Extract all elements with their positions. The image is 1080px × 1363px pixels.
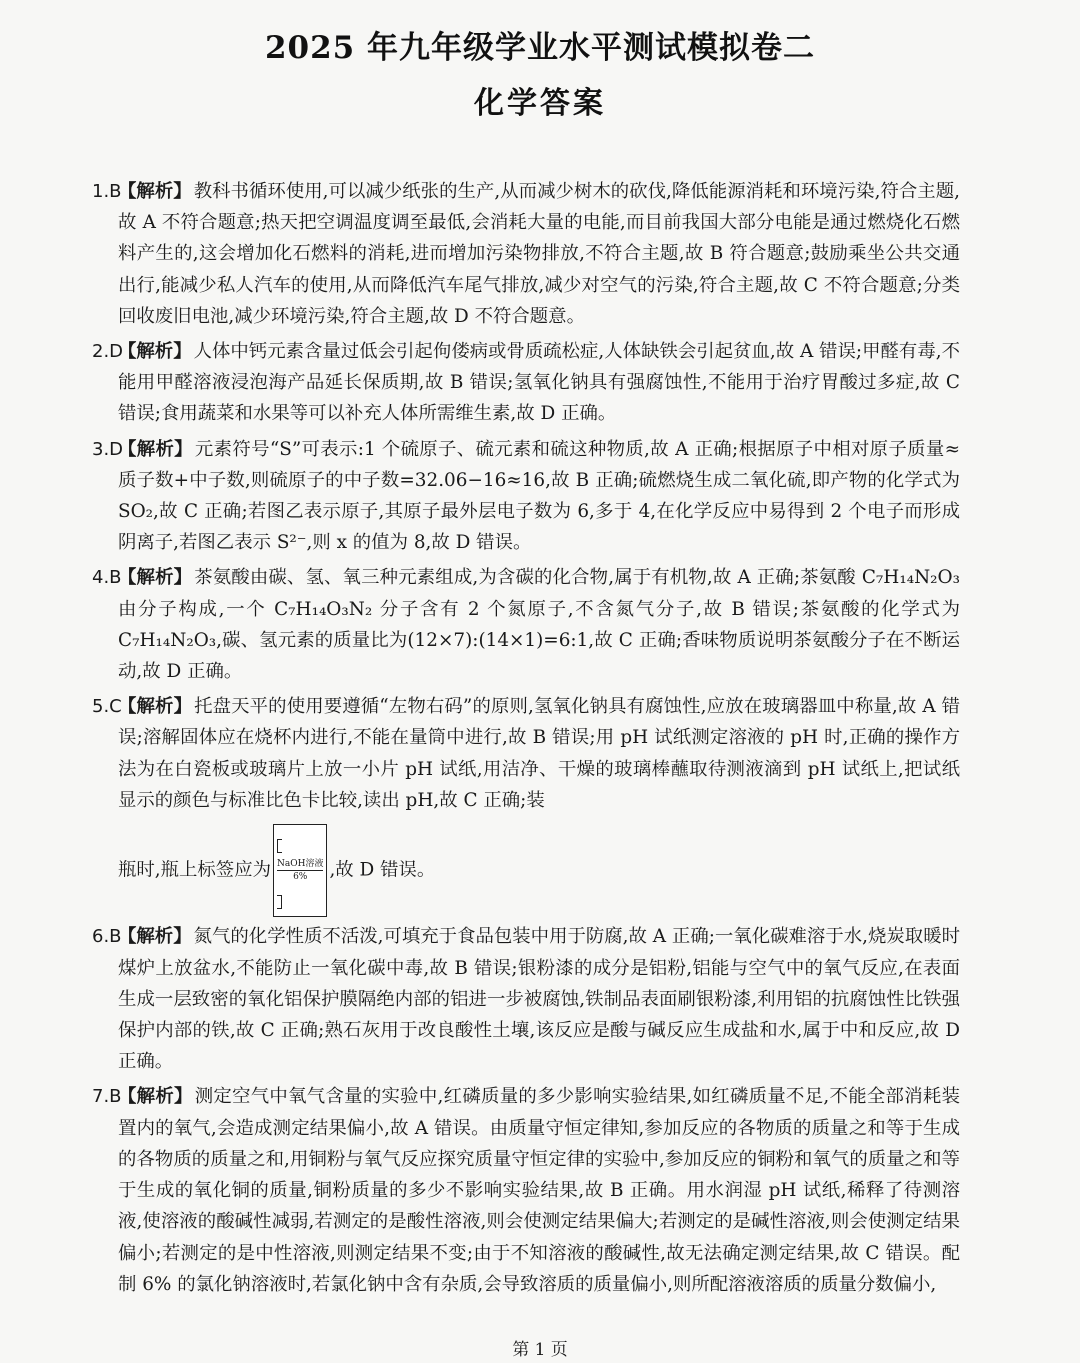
answer-text: 测定空气中氧气含量的实验中,红磷质量的多少影响实验结果,如红磷质量不足,不能全部消耗装置内的氧气,会造成测定结果偏小,故 A 错误。由质量守恒定律知,参加反应的各物质的质量之和等于生成的各物质的质量之和,用铜粉与氧气反应探究质量守恒定律的实验中,参加反应的铜粉和氧气的质量之和等于生成的氧化铜的质量,铜粉质量的多少不影响实验结果,故 B 正确。用水润湿 pH 试纸,稀释了待测溶液,使溶液的酸碱性减弱,若测定的是酸性溶液,则会使测定结果偏大;若测定的是碱性溶液,则会使测定结果偏小;若测定的是中性溶液,则测定结果不变;由于不知溶液的酸碱性,故无法确定测定结果,故 C 错误。配制 6% 的氯化钠溶液时,若氯化钠中含有杂质,会导致溶质的质量偏小,则所配溶液溶质的质量分数偏小, xyxy=(118,1086,960,1295)
answer-item-5 xyxy=(92,691,960,917)
answer-text: 托盘天平的使用要遵循“左物右码”的原则,氢氧化钠具有腐蚀性,应放在玻璃器皿中称量,故 A 错误;溶解固体应在烧杯内进行,不能在量筒中进行,故 B 错误;用 pH 试纸测定溶液的 pH 时,正确的操作方法为在白瓷板或玻璃片上放一小片 pH 试纸,用洁净、干燥的玻璃棒蘸取待测液滴到 pH 试纸上,把试纸显示的颜色与标准比色卡比较,读出 pH,故 C 正确;装 xyxy=(118,696,960,811)
answer-text: 氮气的化学性质不活泼,可填充于食品包装中用于防腐,故 A 正确;一氧化碳难溶于水,烧炭取暖时煤炉上放盆水,不能防止一氧化碳中毒,故 B 错误;银粉漆的成分是铝粉,铝能与空气中的氧气反应,在表面生成一层致密的氧化铝保护膜隔绝内部的铝进一步被腐蚀,铁制品表面刷银粉漆,利用铝的抗腐蚀性比铁强保护内部的铁,故 C 正确;熟石灰用于改良酸性土壤,该反应是酸与碱反应生成盐和水,属于中和反应,故 D 正确。 xyxy=(118,926,960,1073)
answer-number: 5.C xyxy=(92,696,122,718)
reagent-label-image xyxy=(273,824,327,917)
analysis-tag: 【解析】 xyxy=(118,341,192,363)
answer-number: 1.B xyxy=(92,181,122,202)
analysis-tag: 【解析】 xyxy=(118,438,193,460)
reagent-label-concentration: 6% xyxy=(293,872,308,883)
answer-item-3 xyxy=(92,434,960,559)
analysis-tag: 【解析】 xyxy=(118,567,193,589)
analysis-tag: 【解析】 xyxy=(118,696,193,718)
answer-text-tail: ,故 D 错误。 xyxy=(329,859,436,881)
analysis-tag: 【解析】 xyxy=(118,181,192,202)
page-subtitle: 化学答案 xyxy=(474,86,606,121)
answer-item-6 xyxy=(92,921,960,1077)
answer-number: 2.D xyxy=(92,341,124,363)
answer-item-4 xyxy=(92,562,960,687)
analysis-tag: 【解析】 xyxy=(118,926,192,948)
answer-text: 教科书循环使用,可以减少纸张的生产,从而减少树木的砍伐,降低能源消耗和环境污染,符合主题,故 A 不符合题意;热天把空调温度调至最低,会消耗大量的电能,而目前我国大部分电能是通过燃烧化石燃料产生的,这会增加化石燃料的消耗,进而增加污染物排放,不符合主题,故 B 符合题意;鼓励乘坐公共交通出行,能减少私人汽车的使用,从而降低汽车尾气排放,减少对空气的污染,符合主题,故 C 不符合题意;分类回收废旧电池,减少环境污染,符合主题,故 D 不符合题意。 xyxy=(118,181,960,327)
answer-5-label-line xyxy=(118,824,960,917)
answer-number: 7.B xyxy=(92,1086,122,1108)
answer-text: 人体中钙元素含量过低会引起佝偻病或骨质疏松症,人体缺铁会引起贫血,故 A 错误;甲醛有毒,不能用甲醛溶液浸泡海产品延长保质期,故 B 错误;氢氧化钠具有强腐蚀性,不能用于治疗胃酸过多症,故 C 错误;食用蔬菜和水果等可以补充人体所需维生素,故 D 正确。 xyxy=(118,341,960,425)
reagent-label xyxy=(277,839,323,909)
answer-item-2 xyxy=(92,336,960,430)
analysis-tag: 【解析】 xyxy=(118,1086,193,1108)
page-title: 2025 年九年级学业水平测试模拟卷二 xyxy=(264,30,816,66)
answer-number: 6.B xyxy=(92,926,122,948)
answer-item-1 xyxy=(92,176,960,332)
answer-text-tail: 瓶时,瓶上标签应为 xyxy=(118,859,271,881)
answer-text: 茶氨酸由碳、氢、氧三种元素组成,为含碳的化合物,属于有机物,故 A 正确;茶氨酸 C₇H₁₄N₂O₃ 由分子构成,一个 C₇H₁₄O₃N₂ 分子含有 2 个氮原子,不含氮气分子,故 B 错误;茶氨酸的化学式为 C₇H₁₄N₂O₃,碳、氢元素的质量比为(12×7):(14×1)=6:1,故 C 正确;香味物质说明茶氨酸分子在不断运动,故 D 正确。 xyxy=(118,567,960,683)
reagent-label-name: NaOH溶液 xyxy=(276,859,324,870)
answer-list xyxy=(0,176,1080,1304)
answer-number: 4.B xyxy=(92,567,122,589)
answer-number: 3.D xyxy=(92,438,124,460)
answer-item-7 xyxy=(92,1081,960,1299)
answer-text: 元素符号“S”可表示:1 个硫原子、硫元素和硫这种物质,故 A 正确;根据原子中相对原子质量≈质子数+中子数,则硫原子的中子数=32.06−16≈16,故 B 正确;硫燃烧生成二氧化硫,即产物的化学式为 SO₂,故 C 正确;若图乙表示原子,其原子最外层电子数为 6,多于 4,在化学反应中易得到 2 个电子而形成阴离子,若图乙表示 S²⁻,则 x 的值为 8,故 D 错误。 xyxy=(118,438,960,554)
page-number: 第 1 页 xyxy=(512,1340,568,1360)
